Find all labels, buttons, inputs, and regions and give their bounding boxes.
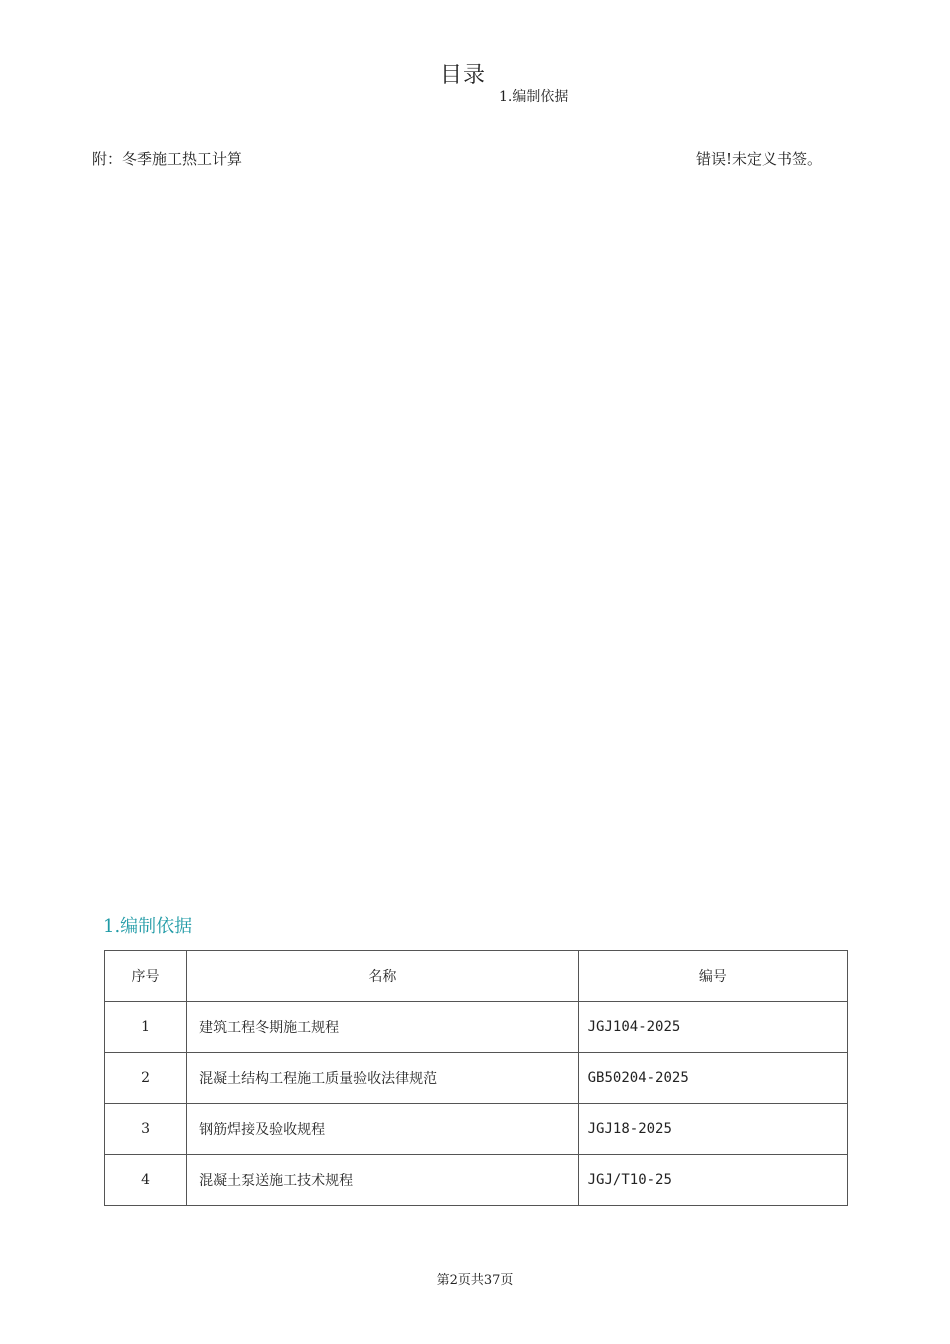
cell-name: 钢筋焊接及验收规程 [187, 1104, 579, 1155]
cell-index: 2 [105, 1053, 187, 1104]
toc-title: 目录 [439, 63, 486, 88]
table-row [105, 1053, 848, 1104]
cell-name: 建筑工程冬期施工规程 [187, 1002, 579, 1053]
section-heading-basis: 1.编制依据 [103, 916, 193, 937]
cell-code: GB50204-2025 [578, 1053, 847, 1104]
table-row [105, 1002, 848, 1053]
toc-entry-basis[interactable]: 1.编制依据 [499, 89, 569, 105]
header-code: 编号 [578, 951, 847, 1002]
cell-index: 3 [105, 1104, 187, 1155]
table-header-row [105, 951, 848, 1002]
header-name: 名称 [187, 951, 579, 1002]
cell-code: JGJ18-2025 [578, 1104, 847, 1155]
cell-code: JGJ/T10-25 [578, 1155, 847, 1206]
table-row [105, 1104, 848, 1155]
toc-appendix-page-ref: 错误!未定义书签。 [695, 150, 822, 168]
table-row [105, 1155, 848, 1206]
cell-code: JGJ104-2025 [578, 1002, 847, 1053]
header-index: 序号 [105, 951, 187, 1002]
cell-name: 混凝土泵送施工技术规程 [187, 1155, 579, 1206]
standards-table [104, 950, 848, 1206]
toc-appendix-label: 附：冬季施工热工计算 [92, 150, 243, 168]
cell-index: 4 [105, 1155, 187, 1206]
page-footer: 第2页共37页 [436, 1273, 514, 1288]
cell-index: 1 [105, 1002, 187, 1053]
cell-name: 混凝土结构工程施工质量验收法律规范 [187, 1053, 579, 1104]
